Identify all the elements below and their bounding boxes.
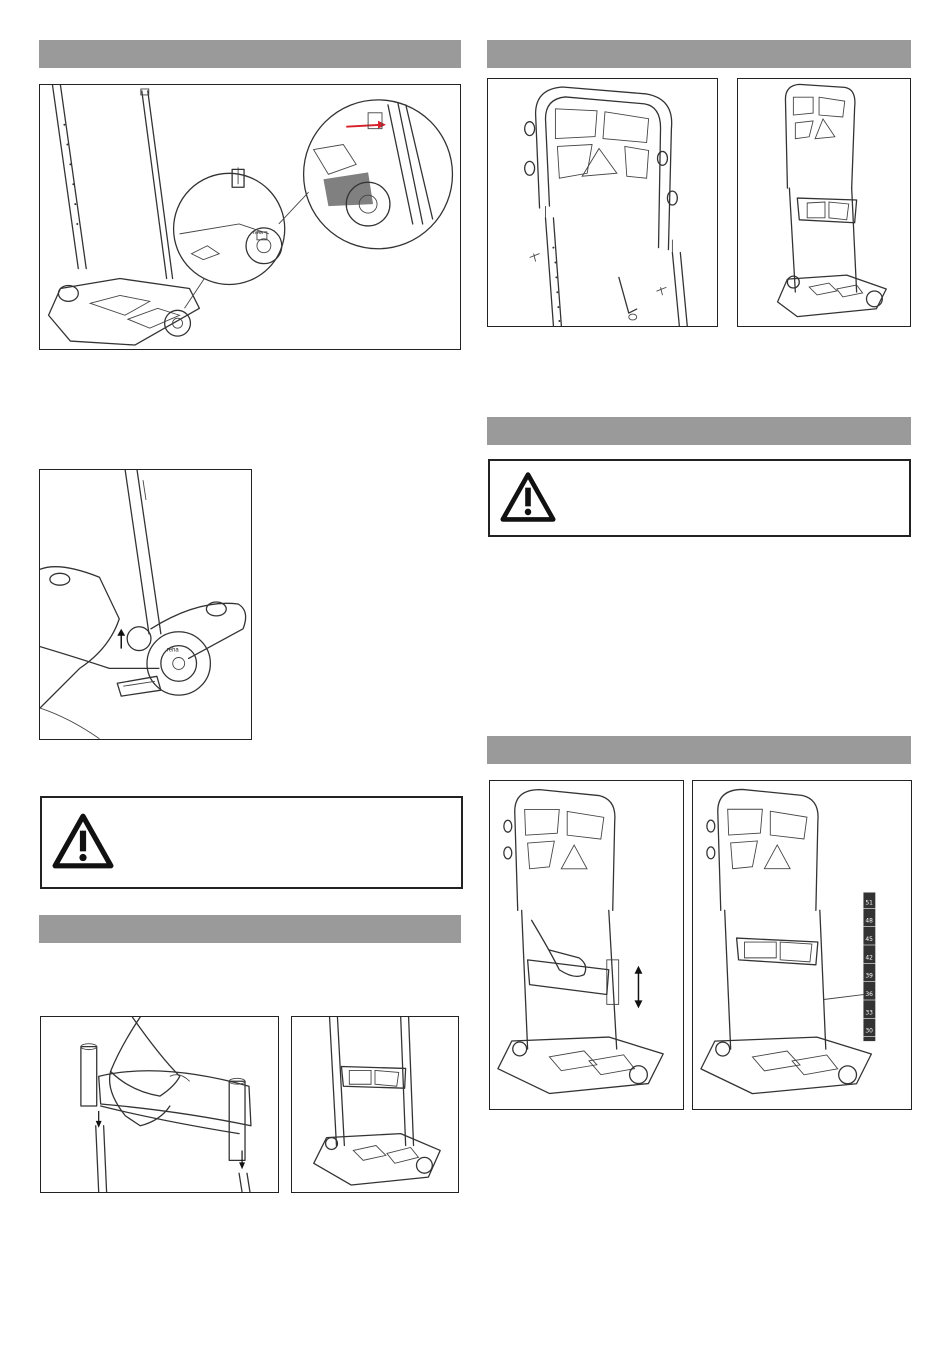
- assembled-chair-illustration: [738, 79, 910, 326]
- section-header-bar-height: [487, 736, 911, 764]
- height-scale-ruler: [863, 892, 875, 1041]
- seat-install-illustration: [41, 1017, 278, 1192]
- section-header-bar-warning: [487, 417, 911, 445]
- height-scale-tick-label: 45: [865, 936, 873, 944]
- backrest-screws-illustration: [488, 79, 717, 326]
- figure-height-scale: [692, 780, 912, 1110]
- wheel-logo-label: reha: [166, 647, 179, 654]
- warning-box-left: [40, 796, 463, 889]
- section-header-bar-assembly: [39, 40, 461, 68]
- adjust-arrow-icon: [117, 629, 125, 649]
- figure-base-assembly: [39, 84, 461, 350]
- wheel-logo-text: reha: [252, 230, 263, 236]
- figure-seat-installed: [291, 1016, 459, 1193]
- height-scale-tick-label: 48: [865, 917, 873, 925]
- figure-height-adjust: [489, 780, 684, 1110]
- section-header-bar-seat: [39, 915, 461, 943]
- height-scale-tick-label: 42: [865, 954, 873, 962]
- hex-key-icon: [619, 277, 637, 320]
- figure-backrest-screws: [487, 78, 718, 327]
- warning-triangle-icon: [500, 471, 556, 523]
- adjust-arrow-icon: [635, 966, 643, 1009]
- height-scale-tick-label: 36: [865, 991, 873, 999]
- height-scale-tick-label: 51: [865, 899, 873, 907]
- warning-triangle-icon: [52, 812, 114, 870]
- height-scale-tick-label: 30: [865, 1027, 873, 1035]
- height-scale-tick-label: 39: [865, 972, 873, 980]
- section-header-bar-backrest: [487, 40, 911, 68]
- figure-wheel-closeup: [39, 469, 252, 740]
- base-assembly-illustration: [40, 85, 460, 349]
- height-scale-illustration: [693, 781, 911, 1109]
- height-adjust-illustration: [490, 781, 683, 1109]
- figure-seat-install: [40, 1016, 279, 1193]
- wheel-closeup-illustration: [40, 470, 251, 739]
- warning-box-right: [488, 459, 911, 537]
- figure-assembled-chair: [737, 78, 911, 327]
- seat-installed-illustration: [292, 1017, 458, 1192]
- height-scale-tick-label: 33: [865, 1009, 873, 1017]
